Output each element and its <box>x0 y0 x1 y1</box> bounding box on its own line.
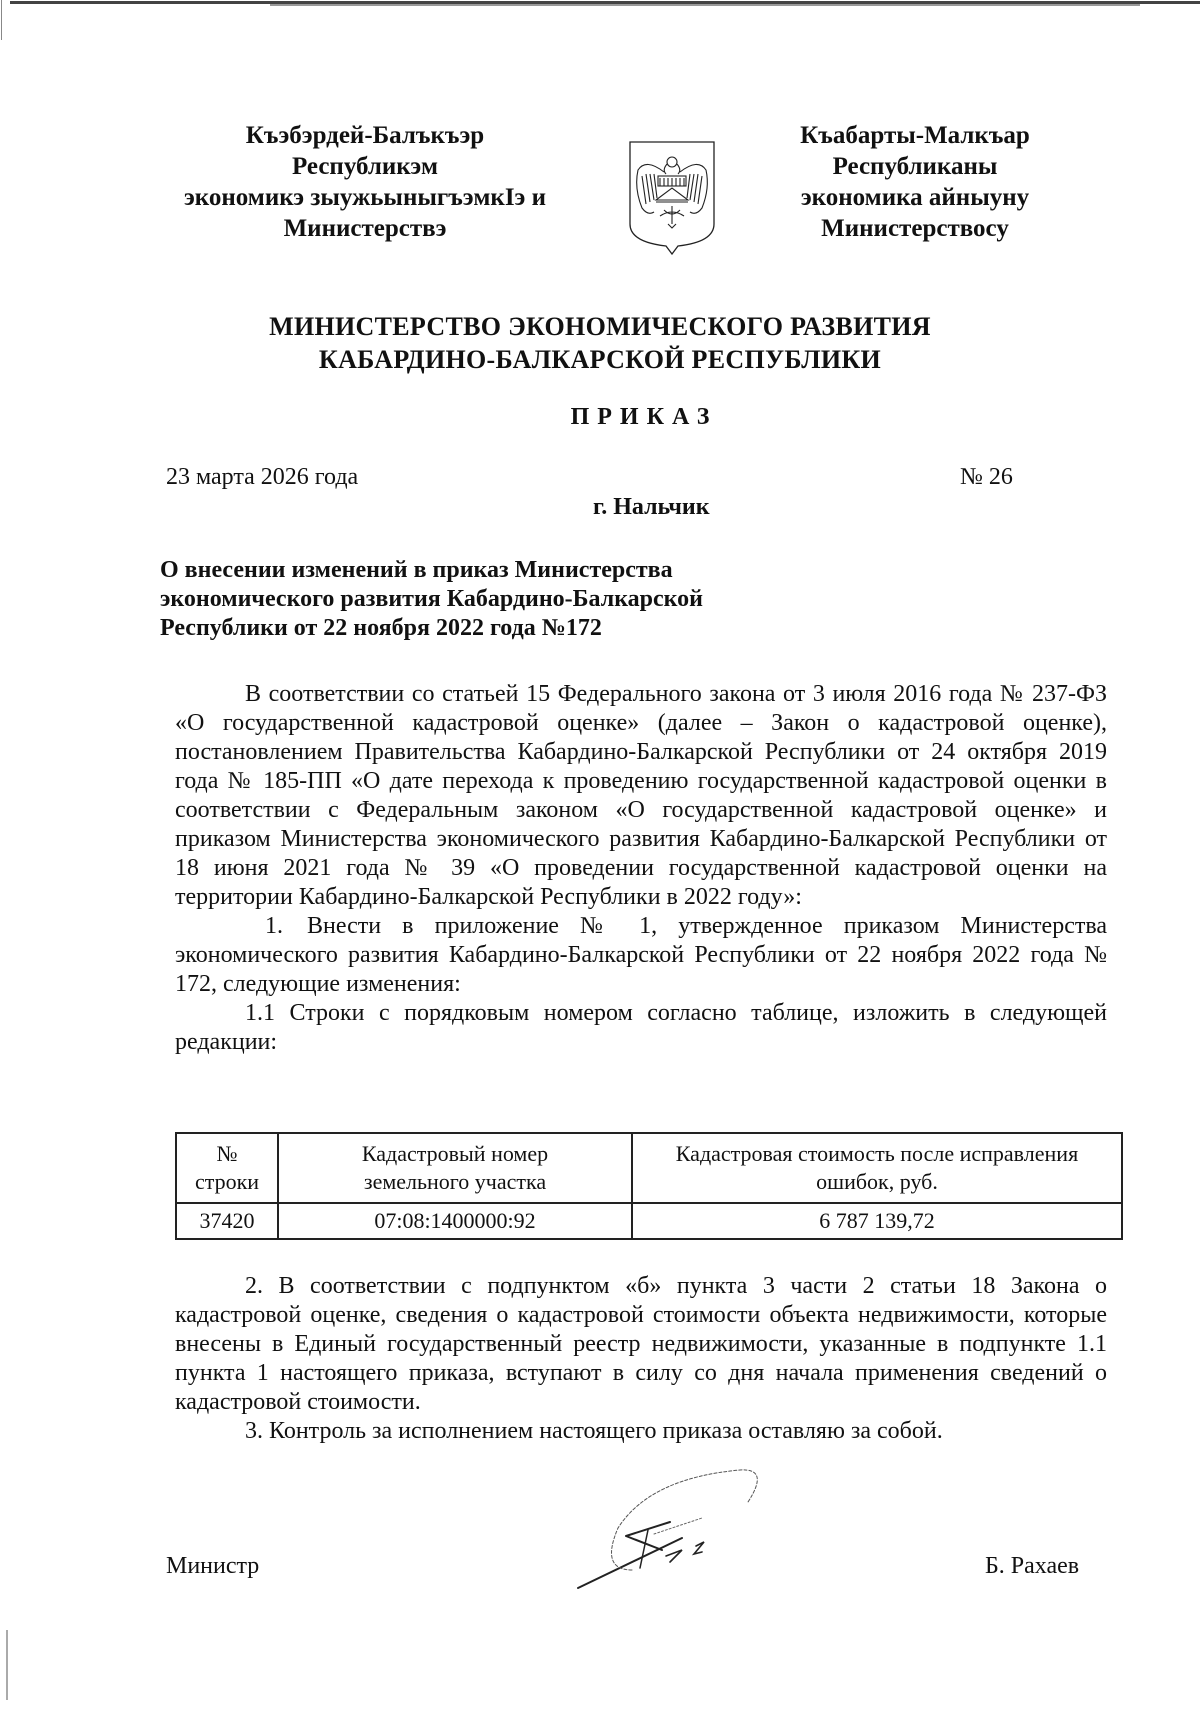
document-city: г. Нальчик <box>593 494 710 520</box>
item-2-paragraph: 2. В соответствии с подпунктом «б» пункта 3 части 2 статьи 18 Закона о кадастровой оценке, сведения о кадастровой стоимости объекта недвижимости, которые внесены в Единый государственный реестр недвижимости, указанные в подпункте 1.1 пункта 1 настоящего приказа, вступают в силу со дня начала применения сведений о кадастровой стоимости. <box>175 1273 1107 1415</box>
column-header-cadastral-number <box>278 1133 632 1203</box>
column-header-cadastral-value <box>632 1133 1122 1203</box>
header-right-line: Министерствосу <box>821 215 1009 242</box>
table-row <box>176 1203 1122 1239</box>
scan-edge-top-shadow <box>270 4 1140 6</box>
ministry-title-line: КАБАРДИНО-БАЛКАРСКОЙ РЕСПУБЛИКИ <box>318 345 882 374</box>
header-text: земельного участка <box>363 1169 547 1194</box>
cell-cadastral-number: 07:08:1400000:92 <box>278 1203 632 1239</box>
handwritten-signature-icon <box>570 1458 810 1598</box>
cell-row-number: 37420 <box>176 1203 278 1239</box>
header-left-line: Министерствэ <box>283 215 447 242</box>
header-balkar <box>780 120 1050 244</box>
header-text: Кадастровый номер <box>361 1141 549 1166</box>
item-3-paragraph: 3. Контроль за исполнением настоящего приказа оставляю за собой. <box>245 1418 943 1444</box>
signatory-role: Министр <box>166 1553 260 1579</box>
ministry-title <box>0 310 1200 376</box>
scan-edge-left-bottom <box>6 1630 8 1700</box>
header-left-line: Республикэм <box>291 153 438 180</box>
document-body-bottom <box>175 1272 1107 1446</box>
coat-of-arms-icon <box>624 138 720 256</box>
header-text: ошибок, руб. <box>816 1169 938 1194</box>
preamble-paragraph: В соответствии со статьей 15 Федерального закона от 3 июля 2016 года № 237-ФЗ «О государственной кадастровой оценке» (далее – Закон о кадастровой оценке), постановлением Правительства Кабардино-Балкарской Республики от 24 октября 2019 года № 185-ПП «О дате перехода к проведению государственной кадастровой оценки в соответствии с Федеральным законом «О государственной кадастровой оценке» и приказом Министерства экономического развития Кабардино-Балкарской Республики от 18 июня 2021 года № 39 «О проведении государственной кадастровой оценки на территории Кабардино-Балкарской Республики в 2022 году»: <box>175 681 1107 910</box>
ministry-title-line: МИНИСТЕРСТВО ЭКОНОМИЧЕСКОГО РАЗВИТИЯ <box>269 312 931 341</box>
subject-line: О внесении изменений в приказ Министерства <box>160 557 673 583</box>
signatory-name: Б. Рахаев <box>985 1553 1080 1579</box>
header-text: № <box>216 1141 238 1166</box>
document-body-top <box>175 680 1107 1057</box>
header-right-line: Къабарты-Малкъар <box>800 122 1030 149</box>
table-header-row <box>176 1133 1122 1203</box>
document-number: № 26 <box>960 464 1013 490</box>
header-text: Кадастровая стоимость после исправления <box>675 1141 1079 1166</box>
column-header-row-number <box>176 1133 278 1203</box>
cell-cadastral-value: 6 787 139,72 <box>632 1203 1122 1239</box>
cadastral-table <box>175 1132 1123 1240</box>
subject-line: Республики от 22 ноября 2022 года №172 <box>160 615 602 641</box>
header-kabardian <box>160 120 570 244</box>
item-1-1-paragraph: 1.1 Строки с порядковым номером согласно таблице, изложить в следующей редакции: <box>175 1000 1107 1055</box>
scan-edge-left <box>1 0 2 40</box>
subject-line: экономического развития Кабардино-Балкарской <box>160 586 704 612</box>
document-subject <box>160 556 780 643</box>
header-right-line: экономика айныуну <box>800 184 1030 211</box>
item-1-paragraph: 1. Внести в приложение № 1, утвержденное приказом Министерства экономического развития Кабардино-Балкарской Республики от 22 ноября 2022 года № 172, следующие изменения: <box>175 913 1107 997</box>
header-text: строки <box>194 1169 260 1194</box>
header-right-line: Республиканы <box>832 153 998 180</box>
document-date: 23 марта 2026 года <box>166 464 359 490</box>
header-left-line: Къэбэрдей-Балъкъэр <box>245 122 485 149</box>
header-left-line: экономикэ зыужьыныгъэмкIэ и <box>183 184 547 211</box>
document-type: ПРИКАЗ <box>570 404 718 430</box>
